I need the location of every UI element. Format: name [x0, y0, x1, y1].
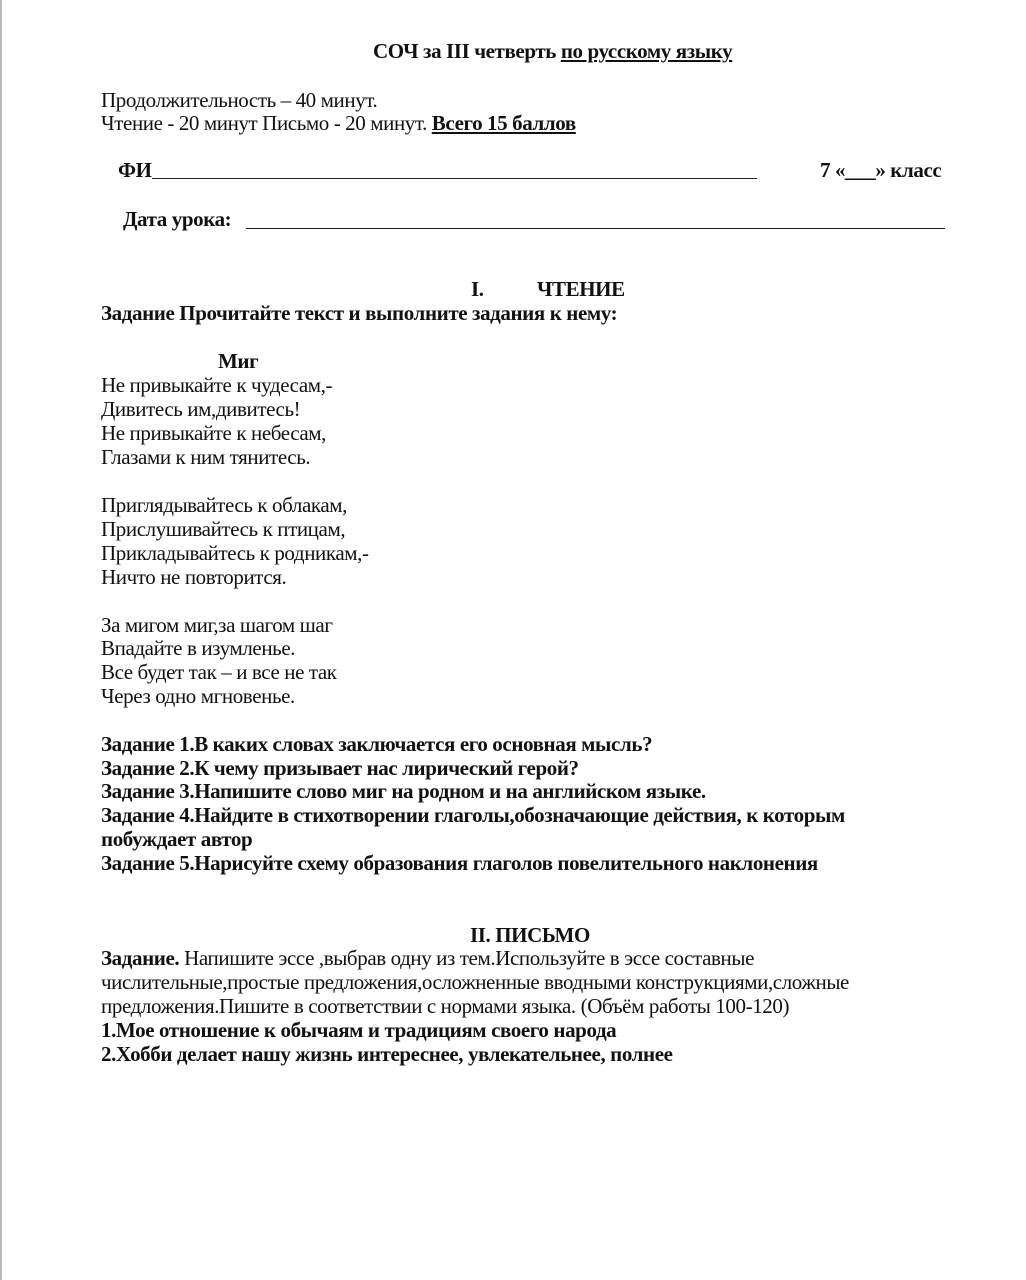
poem-line: Прикладывайтесь к родникам,- [101, 541, 369, 565]
poem-line: Не привыкайте к небесам, [101, 421, 327, 445]
timing-text: Чтение - 20 минут Письмо - 20 минут. [101, 111, 432, 135]
poem-line: Глазами к ним тянитесь. [101, 445, 311, 469]
task-2: Задание 2.К чему призывает нас лирический герой? [101, 756, 579, 780]
page-edge [0, 0, 2, 1280]
task-4: Задание 4.Найдите в стихотворении глаголы,обозначающие действия, к которым [101, 803, 845, 827]
writing-task-label: Задание. [101, 946, 180, 970]
timing [101, 111, 576, 135]
poem-line: Приглядывайтесь к облакам, [101, 493, 348, 517]
class-label: 7 «___» класс [820, 158, 942, 182]
total-points: Всего 15 баллов [431, 111, 576, 135]
poem-line: Впадайте в изумленье. [101, 636, 296, 660]
topic-1: 1.Мое отношение к обычаям и традициям своего народа [101, 1018, 617, 1042]
name-line [152, 178, 757, 179]
poem-line: Дивитесь им,дивитесь! [101, 397, 301, 421]
poem-line: Все будет так – и все не так [101, 660, 337, 684]
poem-line: Ничто не повторится. [101, 565, 287, 589]
topic-2: 2.Хобби делает нашу жизнь интереснее, увлекательнее, полнее [101, 1042, 673, 1066]
page-title [373, 39, 732, 63]
poem-line: Прислушивайтесь к птицам, [101, 517, 346, 541]
task-1: Задание 1.В каких словах заключается его основная мысль? [101, 732, 653, 756]
task-3: Задание 3.Напишите слово миг на родном и на английском языке. [101, 779, 706, 803]
name-label: ФИ [118, 158, 152, 182]
section-number: I. [471, 277, 484, 301]
duration: Продолжительность – 40 минут. [101, 88, 378, 112]
task-4-cont: побуждает автор [101, 827, 253, 851]
title-prefix: СОЧ за III четверть [373, 39, 561, 63]
task-5: Задание 5.Нарисуйте схему образования глаголов повелительного наклонения [101, 851, 818, 875]
date-label: Дата урока: [123, 207, 232, 231]
date-line [246, 228, 945, 229]
poem-line: Не привыкайте к чудесам,- [101, 373, 333, 397]
poem-title: Миг [218, 349, 259, 373]
poem-line: Через одно мгновенье. [101, 684, 295, 708]
section-title-reading: ЧТЕНИЕ [537, 277, 625, 301]
writing-task [101, 946, 754, 970]
writing-task-text: Напишите эссе ,выбрав одну из тем.Используйте в эссе составные [179, 946, 754, 970]
poem-line: За мигом миг,за шагом шаг [101, 613, 333, 637]
reading-instruction: Задание Прочитайте текст и выполните задания к нему: [101, 301, 618, 325]
section-title-writing: II. ПИСЬМО [470, 923, 590, 947]
writing-task-line: числительные,простые предложения,осложненные вводными конструкциями,сложные [101, 970, 849, 994]
title-subject: по русскому языку [560, 39, 733, 63]
writing-task-line: предложения.Пишите в соответствии с нормами языка. (Объём работы 100-120) [101, 994, 790, 1018]
